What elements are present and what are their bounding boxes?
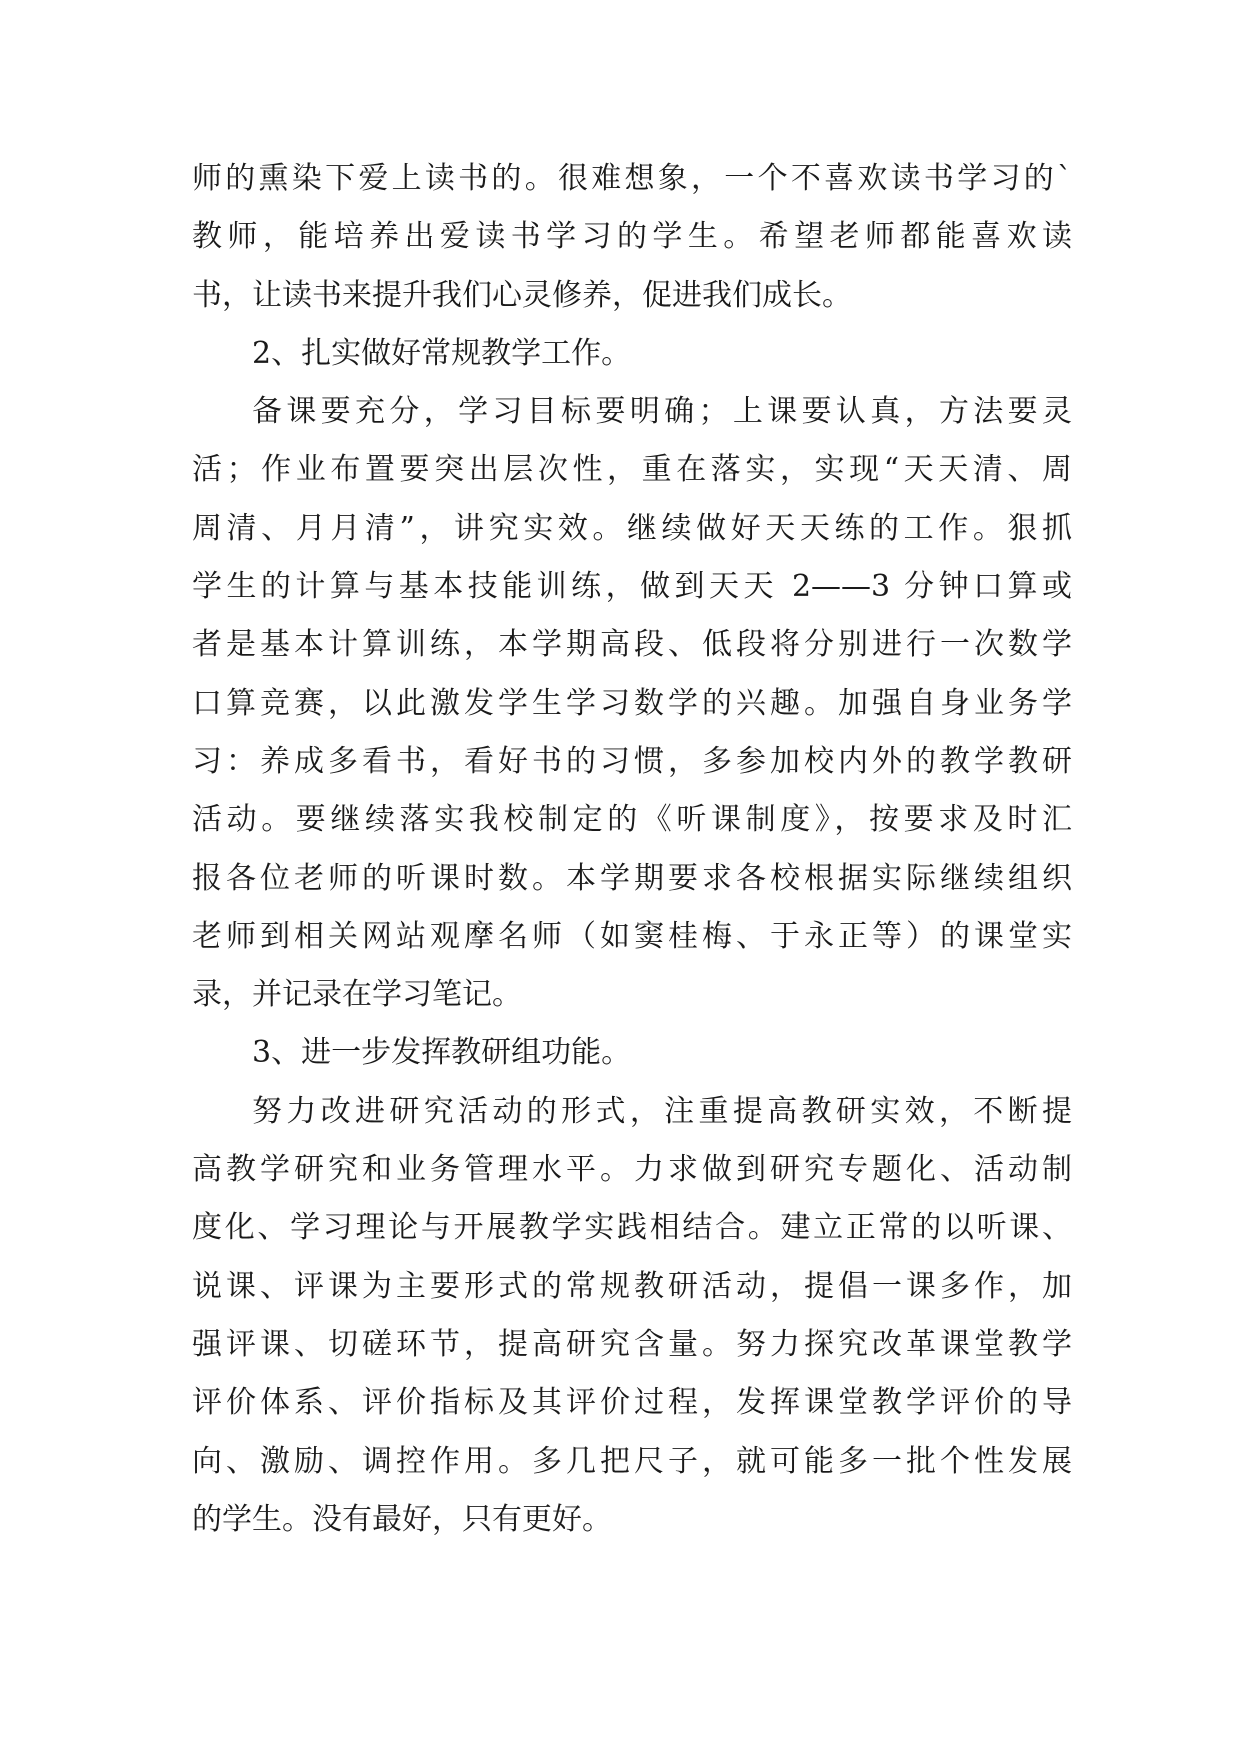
text-line: 习：养成多看书，看好书的习惯，多参加校内外的教学教研 <box>192 743 1072 779</box>
text-line: 高教学研究和业务管理水平。力求做到研究专题化、活动制 <box>192 1152 1072 1188</box>
text-line: 学生的计算与基本技能训练，做到天天 2——3 分钟口算或 <box>192 569 1072 605</box>
text-line: 教师，能培养出爱读书学习的学生。希望老师都能喜欢读 <box>192 219 1072 255</box>
text-line: 周清、月月清”，讲究实效。继续做好天天练的工作。狠抓 <box>192 510 1072 546</box>
text-line: 师的熏染下爱上读书的。很难想象，一个不喜欢读书学习的` <box>192 161 1072 196</box>
text-line: 备课要充分，学习目标要明确；上课要认真，方法要灵 <box>252 394 1072 430</box>
text-line: 评价体系、评价指标及其评价过程，发挥课堂教学评价的导 <box>192 1385 1072 1421</box>
text-line: 活动。要继续落实我校制定的《听课制度》，按要求及时汇 <box>192 802 1072 838</box>
text-line: 者是基本计算训练，本学期高段、低段将分别进行一次数学 <box>192 627 1072 663</box>
text-line: 度化、学习理论与开展教学实践相结合。建立正常的以听课、 <box>192 1210 1072 1246</box>
text-line: 书，让读书来提升我们心灵修养，促进我们成长。 <box>192 277 852 313</box>
text-line: 说课、评课为主要形式的常规教研活动，提倡一课多作，加 <box>192 1268 1072 1304</box>
section-heading: 2、扎实做好常规教学工作。 <box>252 335 632 371</box>
text-line: 的学生。没有最好，只有更好。 <box>192 1501 612 1537</box>
text-line: 口算竞赛，以此激发学生学习数学的兴趣。加强自身业务学 <box>192 685 1072 721</box>
text-line: 活；作业布置要突出层次性，重在落实，实现“天天清、周 <box>192 452 1072 488</box>
text-line: 录，并记录在学习笔记。 <box>192 977 522 1013</box>
text-line: 老师到相关网站观摩名师（如窦桂梅、于永正等）的课堂实 <box>192 918 1072 954</box>
section-heading: 3、进一步发挥教研组功能。 <box>252 1035 632 1071</box>
text-line: 强评课、切磋环节，提高研究含量。努力探究改革课堂教学 <box>192 1326 1072 1362</box>
text-line: 报各位老师的听课时数。本学期要求各校根据实际继续组织 <box>192 860 1072 896</box>
text-line: 向、激励、调控作用。多几把尺子，就可能多一批个性发展 <box>192 1443 1072 1479</box>
document-body <box>192 150 1072 1549</box>
text-line: 努力改进研究活动的形式，注重提高教研实效，不断提 <box>252 1093 1072 1129</box>
